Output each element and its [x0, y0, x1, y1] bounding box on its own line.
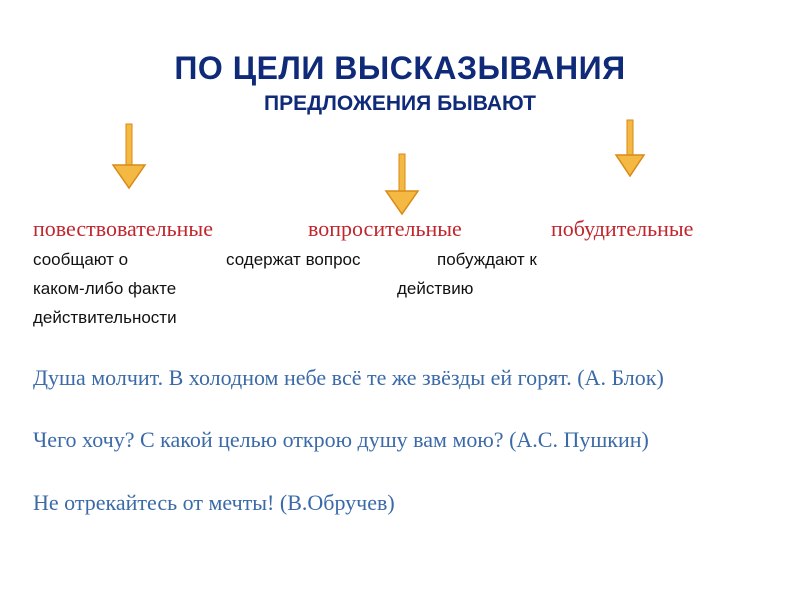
description-declarative — [33, 245, 177, 332]
description-interrogative — [226, 245, 360, 274]
category-imperative: побудительные — [551, 216, 694, 241]
diagram-title: ПО ЦЕЛИ ВЫСКАЗЫВАНИЯ — [174, 50, 626, 86]
description-line: сообщают о — [33, 250, 129, 269]
description-line: каком-либо факте — [33, 279, 177, 298]
category-interrogative: вопросительные — [308, 216, 462, 241]
diagram-subtitle: ПРЕДЛОЖЕНИЯ БЫВАЮТ — [264, 92, 536, 115]
arrow-down-icon — [614, 118, 646, 178]
description-line: побуждают к — [437, 250, 537, 269]
example-interrogative: Чего хочу? С какой целью открою душу вам мою? (А.С. Пушкин) — [33, 427, 649, 452]
category-declarative: повествовательные — [33, 216, 213, 241]
arrow-down-icon — [111, 122, 147, 190]
arrow-down-icon — [384, 152, 420, 216]
example-declarative: Душа молчит. В холодном небе всё те же звёзды ей горят. (А. Блок) — [33, 365, 664, 390]
description-line: действию — [397, 279, 474, 298]
description-imperative-line-2 — [397, 274, 473, 303]
description-line: содержат вопрос — [226, 250, 361, 269]
description-imperative-line-1 — [437, 245, 537, 274]
description-line: действительности — [33, 308, 177, 327]
example-imperative: Не отрекайтесь от мечты! (В.Обручев) — [33, 490, 395, 515]
